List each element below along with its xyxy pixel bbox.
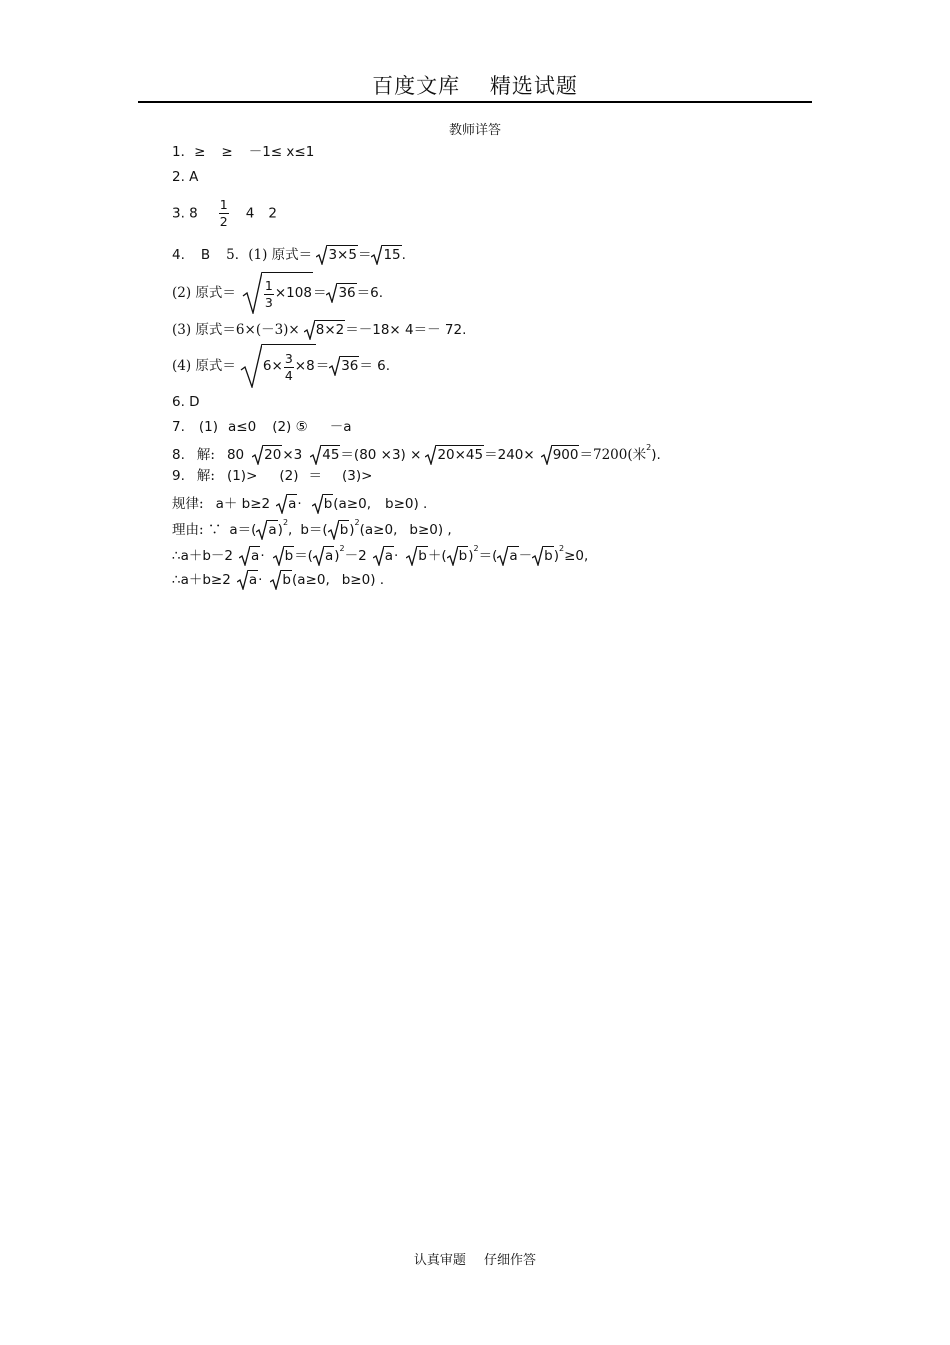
- radical: [406, 546, 428, 566]
- answer-8-step: ＝240×: [484, 447, 535, 463]
- fraction: [284, 352, 294, 383]
- answer-5-2-prefix: (2) 原式＝: [172, 285, 236, 301]
- fraction-denominator: 4: [284, 367, 293, 383]
- radical: [425, 445, 484, 465]
- radicand: [262, 272, 313, 314]
- close-paren: ): [553, 548, 560, 564]
- radical-sign-icon: [276, 494, 287, 514]
- therefore-expr: ∴a＋b－2: [172, 548, 234, 564]
- answer-3-part-a: 3. 8: [172, 205, 198, 222]
- condition-a: (a≥0,: [333, 496, 371, 512]
- close-paren: ): [334, 548, 340, 564]
- radical: [371, 245, 401, 265]
- answer-9-part-2-value: ＝: [308, 468, 323, 484]
- answer-3-part-c: 2: [268, 205, 277, 222]
- radical: [312, 494, 334, 514]
- therefore-line-2: [172, 570, 384, 590]
- equals: ＝: [315, 358, 330, 374]
- superscript: 2: [473, 544, 479, 553]
- answer-8-label: 8.: [172, 447, 185, 463]
- radical-sign-icon: [406, 546, 417, 566]
- fraction-numerator: 3: [284, 350, 293, 366]
- answer-8-result: ＝7200(米: [579, 447, 647, 463]
- result: ＝6.: [356, 285, 384, 301]
- answer-3-part-b: 4: [245, 205, 255, 222]
- radical: [242, 272, 313, 314]
- answer-9-label: 9.: [172, 468, 185, 484]
- radical-sign-icon: [373, 546, 384, 566]
- radicand: a: [324, 546, 334, 566]
- therefore-line-1: [172, 545, 588, 566]
- minus-two: －2: [344, 548, 367, 564]
- answer-2: 2. A: [172, 169, 199, 185]
- page-footer: 认真审题 仔细作答: [413, 1253, 537, 1268]
- answer-line-6: [172, 396, 200, 410]
- superscript: 2: [282, 518, 289, 527]
- radical-sign-icon: [329, 356, 340, 376]
- close-paren: ): [277, 522, 283, 538]
- radical: [252, 445, 282, 465]
- radical: [273, 546, 295, 566]
- radicand: [262, 344, 316, 388]
- answer-8-solution-label: 解:: [196, 447, 215, 463]
- answer-1-part-b: ≥: [221, 144, 233, 160]
- answer-8-term: 80: [226, 447, 245, 463]
- radicand: b: [323, 494, 334, 514]
- radicand: a: [508, 546, 518, 566]
- answer-line-7: [172, 421, 352, 435]
- radicand: 36: [337, 283, 356, 303]
- rule-inequality: a＋ b≥2: [215, 496, 271, 512]
- radical: [310, 445, 340, 465]
- condition-b: b≥0) ,: [409, 522, 452, 538]
- dot: ·: [260, 548, 265, 564]
- reason-a-eq: a＝(: [229, 522, 257, 538]
- answer-line-2: [172, 171, 198, 185]
- fraction-numerator: 1: [219, 197, 228, 212]
- answer-4-label: 4.: [172, 247, 185, 263]
- radical-sign-icon: [425, 445, 436, 465]
- radical-sign-icon: [240, 344, 262, 388]
- reason-line: [172, 519, 452, 540]
- superscript: 2: [646, 443, 652, 452]
- radical: [240, 344, 316, 388]
- radical-sign-icon: [312, 494, 323, 514]
- radical-sign-icon: [316, 245, 327, 265]
- radicand-rest: ×108: [274, 285, 312, 302]
- radical: [532, 546, 554, 566]
- radicand: 45: [321, 445, 340, 465]
- fraction: [264, 279, 274, 310]
- radical: [304, 320, 346, 340]
- eq-open: ＝(: [478, 548, 498, 564]
- comma: ,: [288, 522, 293, 538]
- radicand: a: [248, 570, 258, 590]
- radical-sign-icon: [371, 245, 382, 265]
- answer-line-9: [172, 470, 372, 484]
- radical-sign-icon: [328, 520, 339, 540]
- equals: ＝: [357, 247, 372, 263]
- answer-9-part-2-label: (2): [279, 468, 299, 484]
- radical-sign-icon: [273, 546, 284, 566]
- therefore-expr: ∴a＋b≥2: [172, 572, 231, 588]
- answer-line-5-4: [172, 344, 390, 388]
- radical-sign-icon: [252, 445, 263, 465]
- radical: [326, 283, 356, 303]
- radicand: 15: [382, 245, 401, 265]
- answer-9-part-3: (3)>: [342, 468, 373, 484]
- result: ＝－18× 4＝－ 72.: [345, 322, 467, 338]
- dot: ·: [394, 548, 399, 564]
- radical-sign-icon: [242, 272, 262, 314]
- radical-sign-icon: [326, 283, 337, 303]
- radicand-part-a: 6×: [262, 358, 283, 375]
- radical-sign-icon: [256, 520, 267, 540]
- answer-7-part-1-label: (1): [198, 419, 219, 435]
- answer-9-solution-label: 解:: [196, 468, 215, 484]
- answer-5-3-prefix: (3) 原式＝6×(－3)×: [172, 322, 300, 338]
- radical: [313, 546, 334, 566]
- fraction-denominator: 3: [264, 294, 273, 310]
- radical-sign-icon: [239, 546, 250, 566]
- radical-sign-icon: [541, 445, 552, 465]
- radical: [447, 546, 469, 566]
- radicand: b: [281, 570, 292, 590]
- answer-line-1: [172, 146, 314, 160]
- radicand: a: [267, 520, 277, 540]
- radical-sign-icon: [447, 546, 458, 566]
- radical: [329, 356, 359, 376]
- radical: [328, 520, 350, 540]
- section-subtitle: 教师详答: [448, 123, 501, 138]
- reason-b-eq: b＝(: [300, 522, 328, 538]
- superscript: 2: [559, 544, 565, 553]
- answer-line-5-3: [172, 320, 466, 340]
- answer-4-value: B: [200, 247, 211, 263]
- radicand: 900: [552, 445, 580, 465]
- period: .: [401, 247, 406, 263]
- radicand: b: [284, 546, 295, 566]
- answer-7-part-2-value: －a: [329, 419, 352, 435]
- condition-a: (a≥0,: [292, 572, 330, 588]
- radicand: 8×2: [315, 320, 346, 340]
- radicand-part-b: ×8: [294, 358, 315, 375]
- answer-line-4: [172, 245, 406, 265]
- answer-1-part-c: －1≤ x≤1: [248, 144, 315, 160]
- radicand: a: [384, 546, 394, 566]
- answer-line-3: [172, 198, 277, 229]
- radical-sign-icon: [497, 546, 508, 566]
- radical-sign-icon: [313, 546, 324, 566]
- radical-sign-icon: [532, 546, 543, 566]
- answer-line-8: [172, 444, 661, 465]
- superscript: 2: [339, 544, 345, 553]
- answer-6: 6. D: [172, 394, 200, 410]
- close-paren: ): [468, 548, 474, 564]
- answer-7-label: 7.: [172, 419, 185, 435]
- answer-8-step: ＝(80 ×3) ×: [340, 447, 422, 463]
- radical-sign-icon: [270, 570, 281, 590]
- answer-9-part-1: (1)>: [226, 468, 258, 484]
- reason-label: 理由: ∵: [172, 522, 222, 538]
- radical: [316, 245, 358, 265]
- close-paren: ): [349, 522, 355, 538]
- condition-b: b≥0) .: [385, 496, 428, 512]
- answer-5-1-prefix: 5．(1) 原式＝: [226, 247, 313, 263]
- radical-sign-icon: [304, 320, 315, 340]
- minus: －: [518, 548, 533, 564]
- radical: [270, 570, 292, 590]
- radical-sign-icon: [310, 445, 321, 465]
- page-header-title: 百度文库 精选试题: [372, 74, 578, 98]
- radicand: b: [458, 546, 469, 566]
- eq-open: ＝(: [294, 548, 313, 564]
- result: ＝ 6.: [359, 358, 391, 374]
- condition-a: (a≥0,: [359, 522, 398, 538]
- fraction-numerator: 1: [264, 277, 273, 293]
- superscript: 2: [354, 518, 360, 527]
- radical: [373, 546, 394, 566]
- radicand: 36: [340, 356, 359, 376]
- radicand: a: [250, 546, 260, 566]
- rule-line: [172, 494, 427, 514]
- answer-8-close: ).: [651, 447, 661, 463]
- radical-sign-icon: [237, 570, 248, 590]
- answer-7-part-1-value: a≤0: [228, 419, 257, 435]
- dot: ·: [297, 496, 302, 512]
- radicand: b: [339, 520, 350, 540]
- radicand: 3×5: [327, 245, 358, 265]
- equals: ＝: [312, 285, 327, 301]
- fraction-denominator: 2: [219, 213, 228, 229]
- radicand: 20: [263, 445, 282, 465]
- radical: [239, 546, 260, 566]
- answer-5-4-prefix: (4) 原式＝: [172, 358, 236, 374]
- radical: [541, 445, 580, 465]
- radicand: b: [543, 546, 554, 566]
- radicand: a: [287, 494, 297, 514]
- answer-line-5-2: [172, 272, 383, 314]
- rule-label: 规律:: [172, 496, 204, 512]
- plus-open: ＋(: [427, 548, 447, 564]
- header-rule: [138, 101, 812, 103]
- radical: [237, 570, 258, 590]
- nonneg: ≥0,: [564, 548, 589, 564]
- radicand: b: [417, 546, 428, 566]
- fraction: [219, 198, 229, 229]
- dot: ·: [258, 572, 263, 588]
- radical: [276, 494, 297, 514]
- radical: [497, 546, 518, 566]
- radicand: 20×45: [436, 445, 484, 465]
- answer-8-times-3: ×3: [282, 447, 303, 463]
- condition-b: b≥0) .: [341, 572, 385, 588]
- radical: [256, 520, 277, 540]
- answer-1-part-a: 1．≥: [172, 144, 206, 160]
- answer-7-part-2-label: (2) ⑤: [272, 419, 308, 435]
